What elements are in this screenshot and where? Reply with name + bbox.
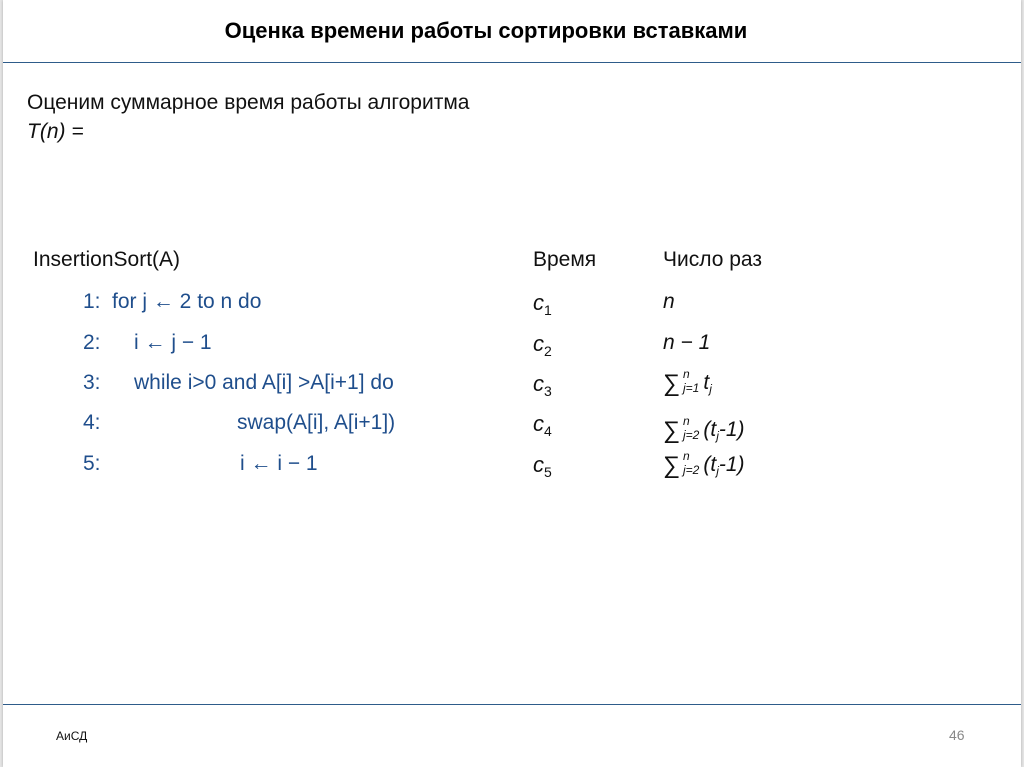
code-line: for j ← 2 to n do: [112, 290, 262, 313]
sum-limits: n j=2: [683, 449, 700, 478]
sum-symbol: ∑: [663, 452, 681, 479]
sum-limits: n j=1: [683, 367, 700, 396]
line-number: 5:: [83, 452, 101, 475]
intro-text: [27, 88, 469, 146]
sum-symbol: ∑: [663, 417, 681, 444]
code-line: i ← i − 1: [240, 452, 318, 475]
code-line: swap(A[i], A[i+1]): [237, 411, 396, 434]
page-number: 46: [949, 727, 965, 743]
code-line: i ← j − 1: [134, 331, 212, 354]
code-line: while i>0 and A[i] >A[i+1] do: [134, 371, 394, 394]
line-number: 3:: [83, 371, 101, 394]
course-label: АиСД: [56, 729, 88, 743]
footer-divider: [3, 704, 1021, 705]
intro-line: Оценим суммарное время работы алгоритма: [27, 91, 470, 114]
count-cell: ∑ n j=1 $t_j$: [663, 367, 712, 397]
cost-cell: $c_3$: [533, 371, 552, 399]
header-divider: [3, 62, 1021, 63]
slide-title: Оценка времени работы сортировки вставками: [224, 18, 748, 43]
sum-symbol: ∑: [663, 370, 681, 397]
cost-cell: $c_4$: [533, 411, 552, 439]
sum-limits: n j=2: [683, 414, 700, 443]
formula-tn: T(n) =: [27, 120, 84, 143]
cost-cell: $c_2$: [533, 331, 552, 359]
count-cell: n: [663, 290, 675, 313]
cost-cell: $c_1$: [533, 290, 552, 318]
line-number: 2:: [83, 331, 101, 354]
column-header-time: Время: [533, 248, 597, 271]
count-cell: n − 1: [663, 331, 711, 354]
slide: [3, 0, 1021, 767]
cost-cell: $c_5$: [533, 452, 552, 480]
line-number: 4:: [83, 411, 101, 434]
column-header-count: Число раз: [663, 248, 762, 271]
procedure-name: InsertionSort(A): [33, 248, 181, 271]
count-cell: ∑ n j=2 $(t_j-1)$: [663, 414, 745, 444]
count-cell: ∑ n j=2 $(t_j-1)$: [663, 449, 745, 479]
line-number: 1:: [83, 290, 101, 313]
